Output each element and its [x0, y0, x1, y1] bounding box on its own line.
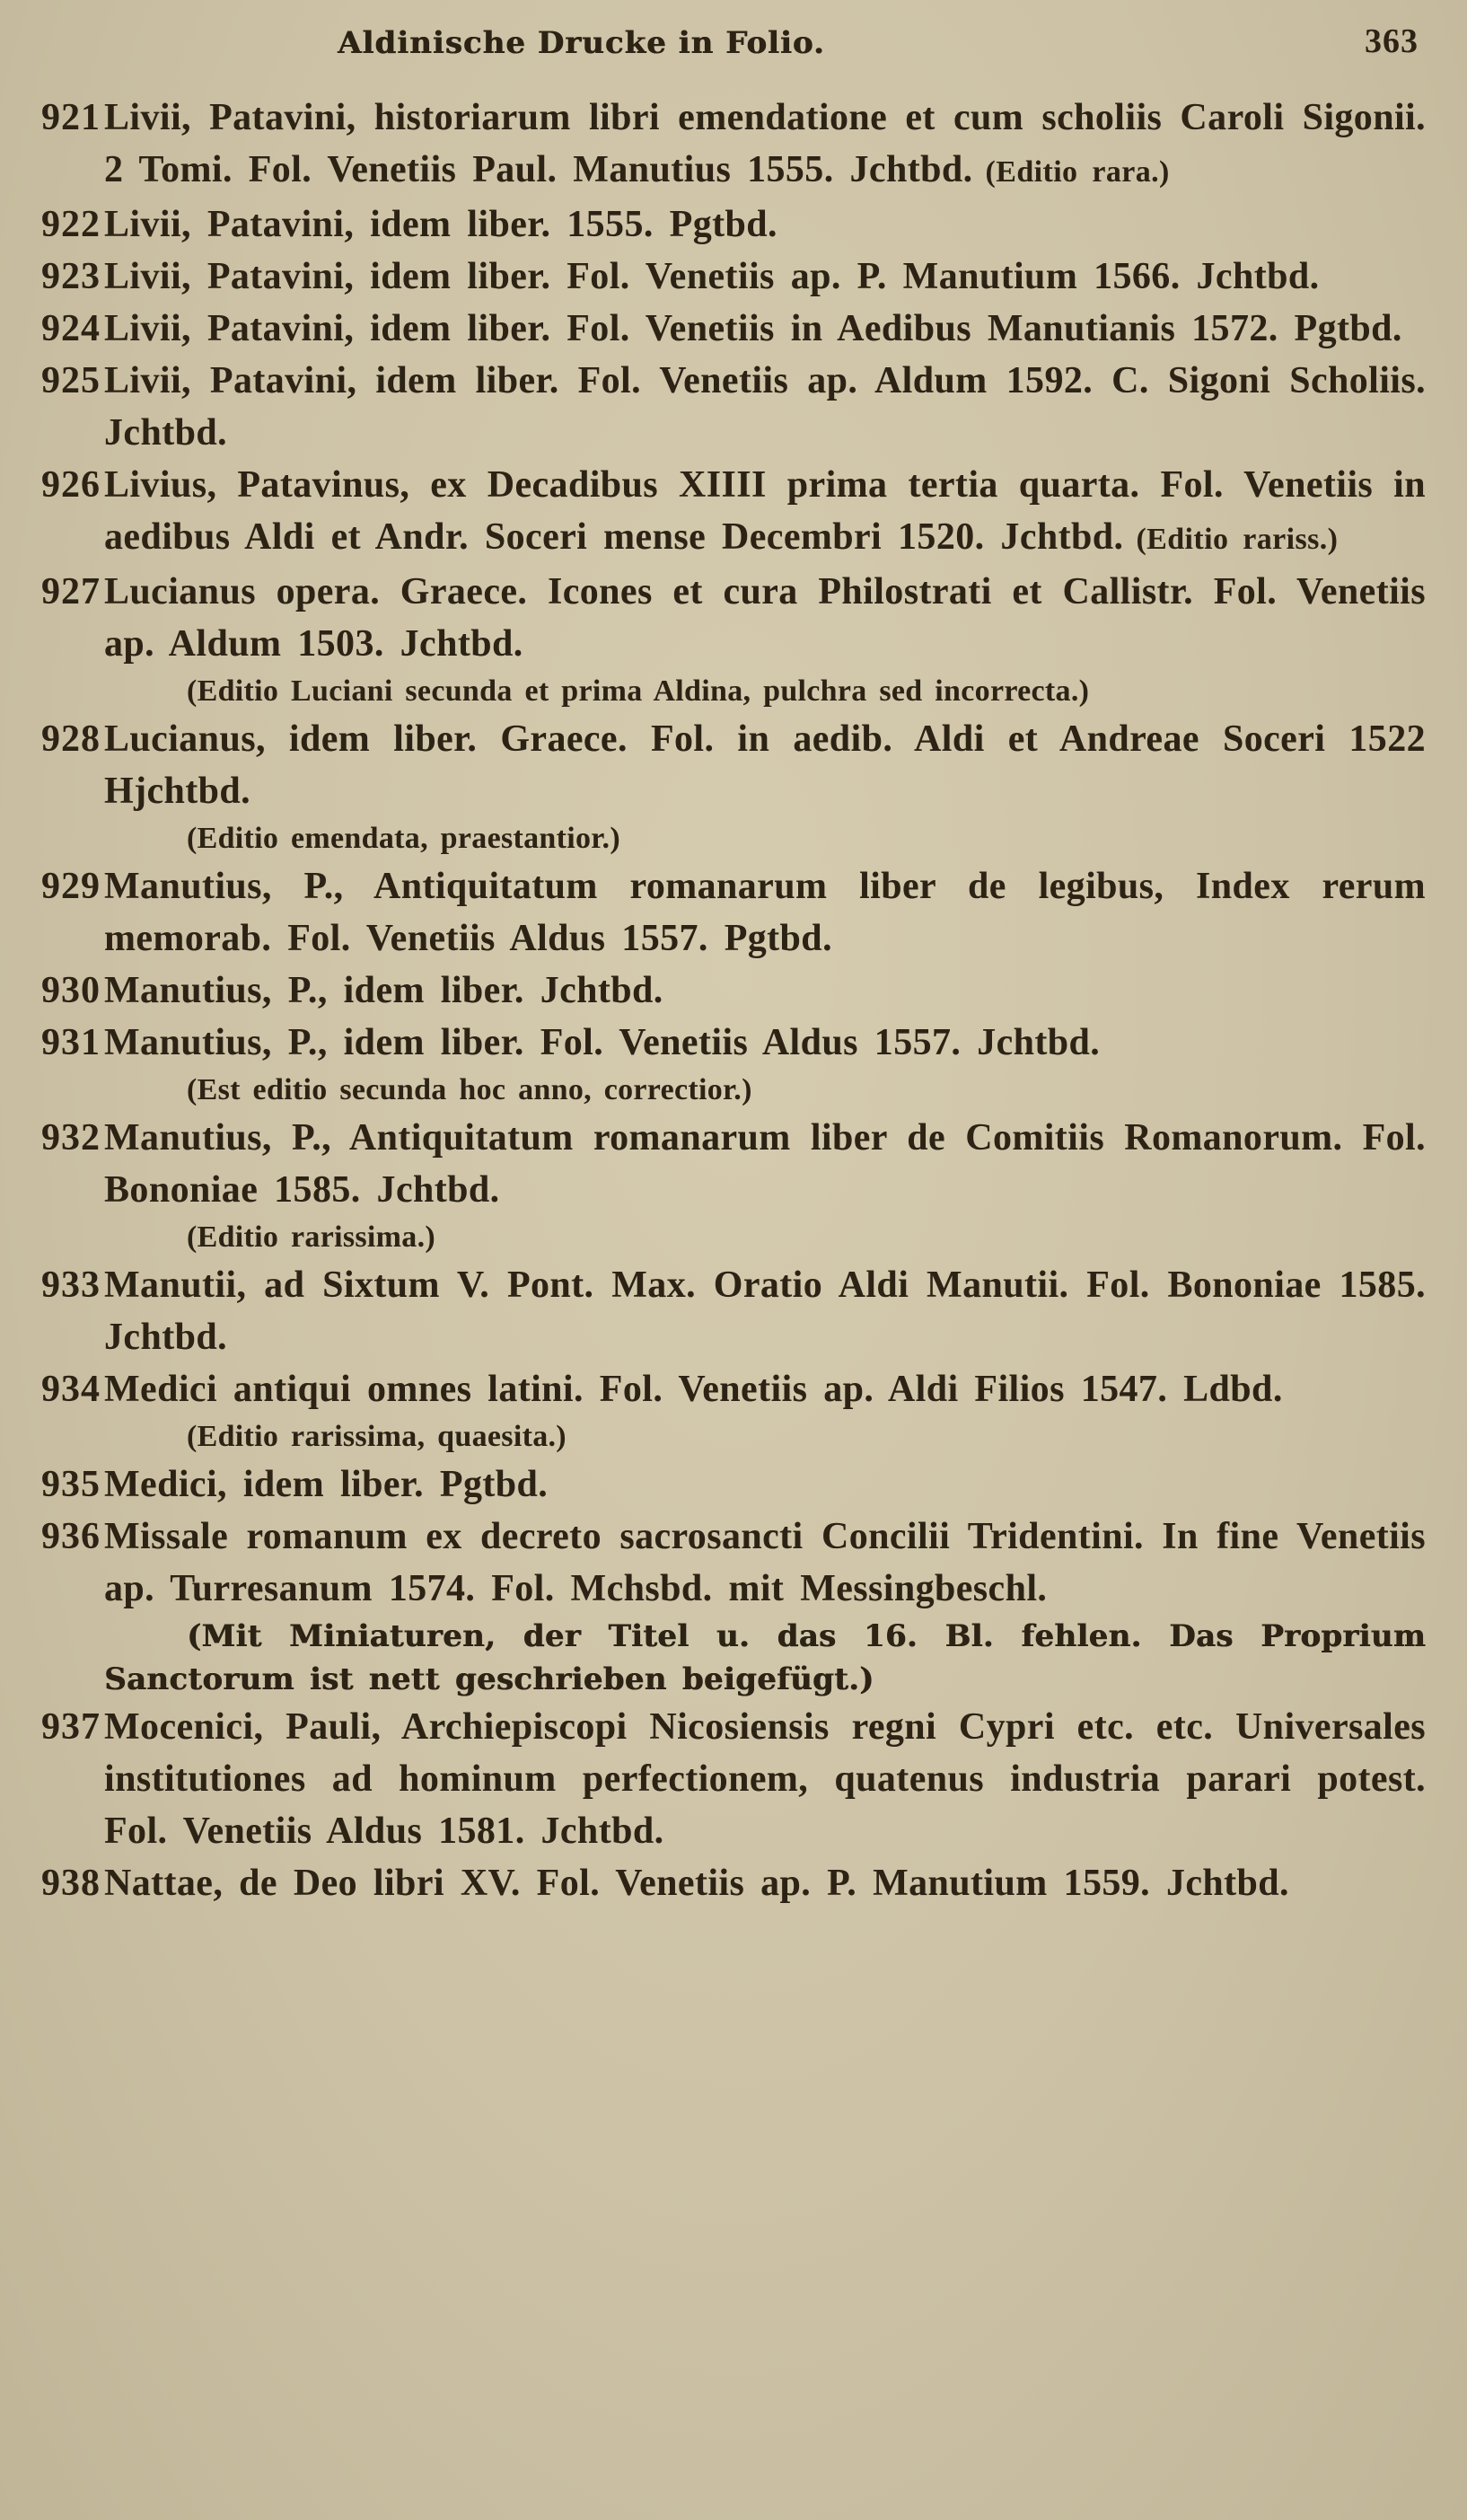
catalog-entry: [41, 713, 1426, 860]
catalog-entry: [41, 459, 1426, 566]
entry-number: 931: [41, 1022, 101, 1063]
page-number: 363: [1365, 22, 1419, 60]
entry-number: 925: [41, 360, 101, 401]
entry-note: (Est editio secunda hoc anno, correctior.): [187, 1073, 752, 1106]
entry-note: (Mit Miniaturen, der Titel u. das 16. Bl. fehlen. Das Proprium Sanctorum ist nett geschrieben beigefügt.): [104, 1618, 1426, 1697]
entry-number: 938: [41, 1863, 101, 1904]
entry-number: 922: [41, 204, 101, 245]
entry-number: 927: [41, 571, 101, 612]
entry-inline-note: (Editio rara.): [985, 155, 1170, 189]
entry-text: Livii, Patavini, idem liber. Fol. Venetiis ap. Aldum 1592. C. Sigoni Scholiis. Jchtbd.: [104, 360, 1426, 454]
catalog-entry: [41, 1458, 1426, 1511]
entry-number: 932: [41, 1117, 101, 1159]
catalog-entry: [41, 965, 1426, 1017]
entry-number: 937: [41, 1706, 101, 1748]
page-header: [41, 22, 1426, 68]
entry-number: 929: [41, 866, 101, 907]
entry-note: (Editio rarissima.): [187, 1220, 436, 1254]
catalog-entry: [41, 566, 1426, 713]
entry-number: 926: [41, 464, 101, 506]
catalog-entry: [41, 355, 1426, 459]
entry-number: 930: [41, 970, 101, 1011]
entry-number: 924: [41, 308, 101, 349]
catalog-entry: [41, 303, 1426, 355]
entry-text: Livii, Patavini, idem liber. Fol. Venetiis ap. P. Manutium 1566. Jchtbd.: [104, 256, 1320, 297]
entry-text: Missale romanum ex decreto sacrosancti Concilii Tridentini. In fine Venetiis ap. Turresanum 1574. Fol. Mchsbd. mit Messingbeschl.: [104, 1516, 1426, 1609]
catalog-entry: [41, 1017, 1426, 1112]
entry-number: 934: [41, 1369, 101, 1410]
entry-text: Nattae, de Deo libri XV. Fol. Venetiis ap. P. Manutium 1559. Jchtbd.: [104, 1863, 1289, 1904]
entry-text: Livii, Patavini, historiarum libri emendatione et cum scholiis Caroli Sigonii. 2 Tomi. Fol. Venetiis Paul. Manutius 1555. Jchtbd.: [104, 97, 1426, 190]
catalog-entry: [41, 1112, 1426, 1259]
entry-text: Lucianus, idem liber. Graece. Fol. in aedib. Aldi et Andreae Soceri 1522 Hjchtbd.: [104, 718, 1426, 812]
entry-number: 928: [41, 718, 101, 760]
entry-number: 935: [41, 1464, 101, 1505]
entry-text: Manutius, P., Antiquitatum romanarum liber de Comitiis Romanorum. Fol. Bononiae 1585. Jchtbd.: [104, 1117, 1426, 1211]
catalog-entry: [41, 251, 1426, 303]
entry-number: 921: [41, 97, 101, 138]
catalog-entry: [41, 1701, 1426, 1857]
entry-text: Mocenici, Pauli, Archiepiscopi Nicosiensis regni Cypri etc. etc. Universales institutiones ad hominum perfectionem, quatenus industria parari potest. Fol. Venetiis Aldus 1581. Jchtbd.: [104, 1706, 1426, 1852]
entry-text: Livii, Patavini, idem liber. 1555. Pgtbd.: [104, 204, 777, 245]
entry-text: Manutius, P., Antiquitatum romanarum liber de legibus, Index rerum memorab. Fol. Venetiis Aldus 1557. Pgtbd.: [104, 866, 1426, 959]
entry-list: [41, 92, 1426, 1909]
catalog-entry: [41, 92, 1426, 198]
catalog-entry: [41, 1857, 1426, 1909]
entry-note: (Editio rarissima, quaesita.): [187, 1420, 567, 1453]
entry-number: 933: [41, 1264, 101, 1306]
catalog-entry: [41, 1259, 1426, 1363]
running-title: Aldinische Drucke in Folio.: [338, 25, 825, 61]
entry-note: (Editio emendata, praestantior.): [187, 822, 620, 855]
catalog-entry: [41, 1511, 1426, 1701]
entry-text: Medici, idem liber. Pgtbd.: [104, 1464, 549, 1505]
entry-number: 936: [41, 1516, 101, 1557]
entry-text: Livius, Patavinus, ex Decadibus XIIII prima tertia quarta. Fol. Venetiis in aedibus Aldi et Andr. Soceri mense Decembri 1520. Jchtbd.: [104, 464, 1426, 558]
entry-number: 923: [41, 256, 101, 297]
entry-text: Livii, Patavini, idem liber. Fol. Venetiis in Aedibus Manutianis 1572. Pgtbd.: [104, 308, 1402, 349]
entry-note: (Editio Luciani secunda et prima Aldina, pulchra sed incorrecta.): [187, 674, 1090, 708]
entry-text: Manutii, ad Sixtum V. Pont. Max. Oratio Aldi Manutii. Fol. Bononiae 1585. Jchtbd.: [104, 1264, 1426, 1358]
entry-text: Medici antiqui omnes latini. Fol. Venetiis ap. Aldi Filios 1547. Ldbd.: [104, 1369, 1283, 1410]
entry-text: Manutius, P., idem liber. Fol. Venetiis Aldus 1557. Jchtbd.: [104, 1022, 1101, 1063]
entry-text: Manutius, P., idem liber. Jchtbd.: [104, 970, 663, 1011]
catalog-entry: [41, 198, 1426, 251]
catalog-entry: [41, 860, 1426, 965]
entry-inline-note: (Editio rariss.): [1136, 523, 1339, 556]
entry-text: Lucianus opera. Graece. Icones et cura Philostrati et Callistr. Fol. Venetiis ap. Aldum 1503. Jchtbd.: [104, 571, 1426, 665]
catalog-entry: [41, 1363, 1426, 1458]
